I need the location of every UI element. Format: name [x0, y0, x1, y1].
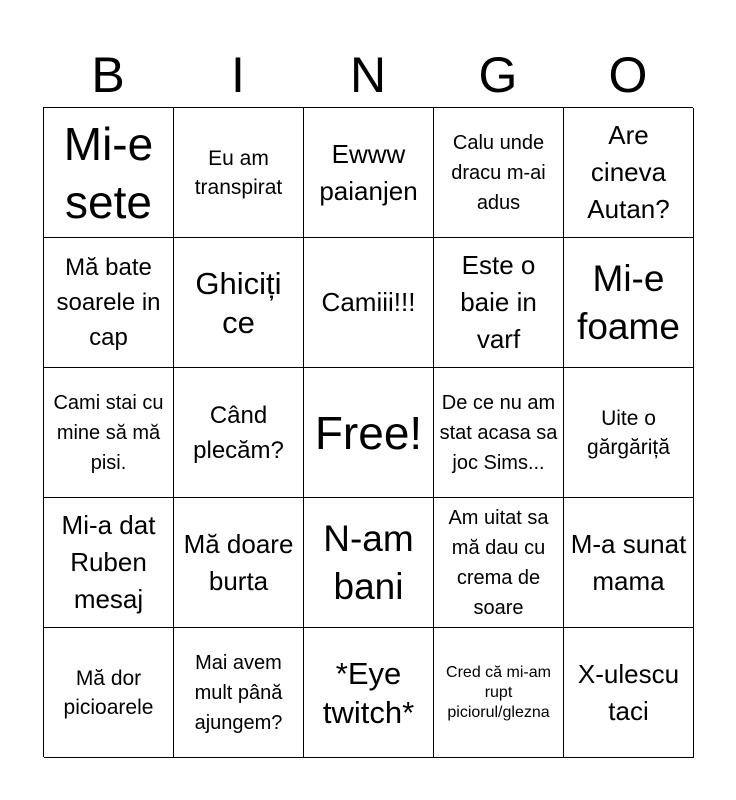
bingo-cell[interactable]	[304, 498, 434, 628]
bingo-cell[interactable]	[564, 498, 694, 628]
bingo-cell[interactable]	[44, 238, 174, 368]
cell-text: Mi-a dat Ruben mesaj	[61, 510, 156, 614]
bingo-cell[interactable]	[174, 108, 304, 238]
header-letter-i: I	[231, 47, 245, 103]
cell-text: Ghiciți ce	[195, 265, 282, 340]
cell-text: Ewww paianjen	[319, 138, 418, 206]
header-letter-o: O	[608, 47, 648, 103]
bingo-cell[interactable]	[564, 238, 694, 368]
header-letter-b: B	[91, 47, 125, 103]
bingo-cell[interactable]	[434, 498, 564, 628]
bingo-cell[interactable]	[434, 238, 564, 368]
bingo-header	[43, 42, 693, 108]
bingo-cell[interactable]	[44, 368, 174, 498]
bingo-cell[interactable]	[44, 628, 174, 758]
cell-text: Calu unde dracu m-ai adus	[451, 131, 546, 214]
cell-text: Uite o gărgăriță	[587, 406, 670, 459]
bingo-cell[interactable]	[174, 628, 304, 758]
bingo-cell[interactable]	[44, 498, 174, 628]
free-space-text: Free!	[314, 406, 423, 459]
bingo-cell[interactable]	[174, 368, 304, 498]
bingo-cell[interactable]	[304, 628, 434, 758]
cell-text: Mă doare burta	[183, 528, 294, 596]
header-letter-g: G	[478, 47, 518, 103]
cell-text: Mi-e foame	[577, 257, 680, 347]
bingo-cell[interactable]	[564, 108, 694, 238]
cell-text: Are cineva Autan?	[587, 120, 670, 224]
bingo-cell[interactable]	[174, 498, 304, 628]
cell-text: Cami stai cu mine să mă pisi.	[53, 391, 164, 474]
header-letter-n: N	[349, 47, 387, 103]
bingo-cell[interactable]	[564, 628, 694, 758]
cell-text: Mi-e sete	[63, 117, 154, 228]
cell-text: Este o baie in varf	[460, 250, 537, 354]
bingo-cell[interactable]	[174, 238, 304, 368]
bingo-cell[interactable]	[434, 368, 564, 498]
bingo-cell[interactable]	[564, 368, 694, 498]
bingo-cell[interactable]	[44, 108, 174, 238]
cell-text: De ce nu am stat acasa sa joc Sims...	[439, 391, 558, 474]
cell-text: Mai avem mult până ajungem?	[194, 651, 283, 734]
bingo-grid	[43, 107, 693, 757]
cell-text: X-ulescu taci	[577, 658, 680, 726]
cell-text: *Eye twitch*	[322, 655, 415, 730]
cell-text: Camiii!!!	[321, 287, 416, 317]
bingo-cell[interactable]	[434, 108, 564, 238]
cell-text: Am uitat sa mă dau cu crema de soare	[448, 506, 549, 619]
cell-text: Mă bate soarele in cap	[56, 254, 161, 351]
cell-text: N-am bani	[323, 517, 414, 607]
cell-text: Mă dor picioarele	[63, 666, 154, 719]
free-space-cell[interactable]	[304, 368, 434, 498]
cell-text: Cred că mi-am rupt piciorul/glezna	[446, 663, 551, 721]
cell-text: Eu am transpirat	[194, 146, 283, 199]
bingo-cell[interactable]	[304, 108, 434, 238]
cell-text: Când plecăm?	[193, 401, 284, 464]
bingo-cell[interactable]	[304, 238, 434, 368]
cell-text: M-a sunat mama	[570, 528, 687, 596]
bingo-cell[interactable]	[434, 628, 564, 758]
